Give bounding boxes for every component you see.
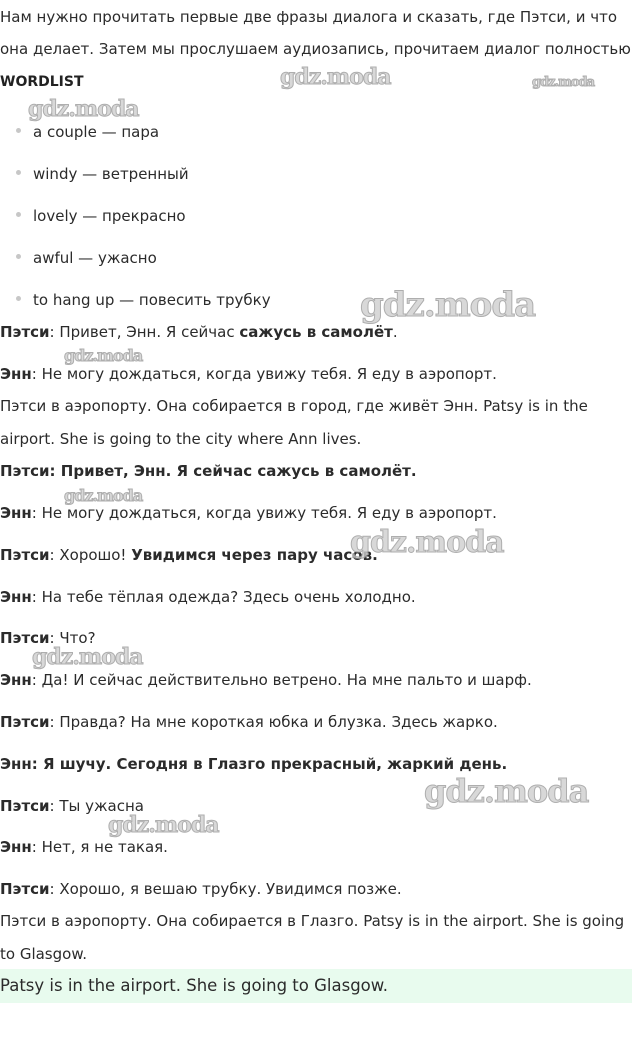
watermark: gdz.moda	[424, 772, 589, 810]
dialogue-line: Энн: На тебе тёплая одежда? Здесь очень холодно.	[0, 588, 416, 606]
intro-line-2: она делает. Затем мы прослушаем аудиозапись, прочитаем диалог полностью	[0, 40, 631, 58]
conclusion-line-1: Пэтси в аэропорту. Она собирается в Глазго. Patsy is in the airport. She is going	[0, 912, 625, 930]
list-item: lovely — прекрасно	[16, 206, 186, 226]
dialogue-line: Пэтси: Хорошо, я вешаю трубку. Увидимся позже.	[0, 880, 402, 898]
bullet-icon	[16, 212, 21, 217]
answer-highlight	[0, 969, 632, 1003]
watermark: gdz.moda	[64, 346, 143, 365]
conclusion-line-2: to Glasgow.	[0, 945, 87, 963]
watermark: gdz.moda	[360, 285, 536, 325]
watermark: gdz.moda	[280, 64, 391, 90]
bullet-icon	[16, 128, 21, 133]
wordlist-heading: WORDLIST	[0, 74, 84, 90]
watermark: gdz.moda	[64, 486, 143, 505]
watermark: gdz.moda	[350, 525, 504, 560]
dialogue-line: Пэтси: Что?	[0, 629, 96, 647]
dialogue-line: Энн: Я шучу. Сегодня в Глазго прекрасный, жаркий день.	[0, 755, 508, 773]
list-item: to hang up — повесить трубку	[16, 290, 271, 310]
dialogue-line: Пэтси: Ты ужасна	[0, 797, 144, 815]
dialogue-line: Пэтси: Хорошо! Увидимся через пару часов.	[0, 546, 378, 564]
list-item: a couple — пара	[16, 122, 159, 142]
list-item: awful — ужасно	[16, 248, 157, 268]
dialogue-line: Энн: Не могу дождаться, когда увижу тебя. Я еду в аэропорт.	[0, 365, 497, 383]
dialogue-line: Энн: Да! И сейчас действительно ветрено. На мне пальто и шарф.	[0, 671, 532, 689]
bullet-icon	[16, 296, 21, 301]
list-item: windy — ветренный	[16, 164, 189, 184]
answer-text: Patsy is in the airport. She is going to Glasgow.	[0, 976, 388, 995]
dialogue-line: Пэтси: Правда? На мне короткая юбка и блузка. Здесь жарко.	[0, 713, 498, 731]
watermark: gdz.moda	[32, 644, 143, 670]
intro-line-1: Нам нужно прочитать первые две фразы диалога и сказать, где Пэтси, и что	[0, 8, 618, 26]
dialogue-line: Пэтси: Привет, Энн. Я сейчас сажусь в самолёт.	[0, 323, 398, 341]
watermark: gdz.moda	[28, 96, 139, 122]
watermark: gdz.moda	[108, 812, 219, 838]
analysis-line-2: airport. She is going to the city where Ann lives.	[0, 430, 362, 448]
analysis-line-1: Пэтси в аэропорту. Она собирается в город, где живёт Энн. Patsy is in the	[0, 397, 588, 415]
dialogue-line: Пэтси: Привет, Энн. Я сейчас сажусь в самолёт.	[0, 462, 417, 480]
bullet-icon	[16, 170, 21, 175]
watermark: gdz.moda	[532, 75, 595, 90]
dialogue-line: Энн: Не могу дождаться, когда увижу тебя. Я еду в аэропорт.	[0, 504, 497, 522]
bullet-icon	[16, 254, 21, 259]
dialogue-line: Энн: Нет, я не такая.	[0, 838, 168, 856]
